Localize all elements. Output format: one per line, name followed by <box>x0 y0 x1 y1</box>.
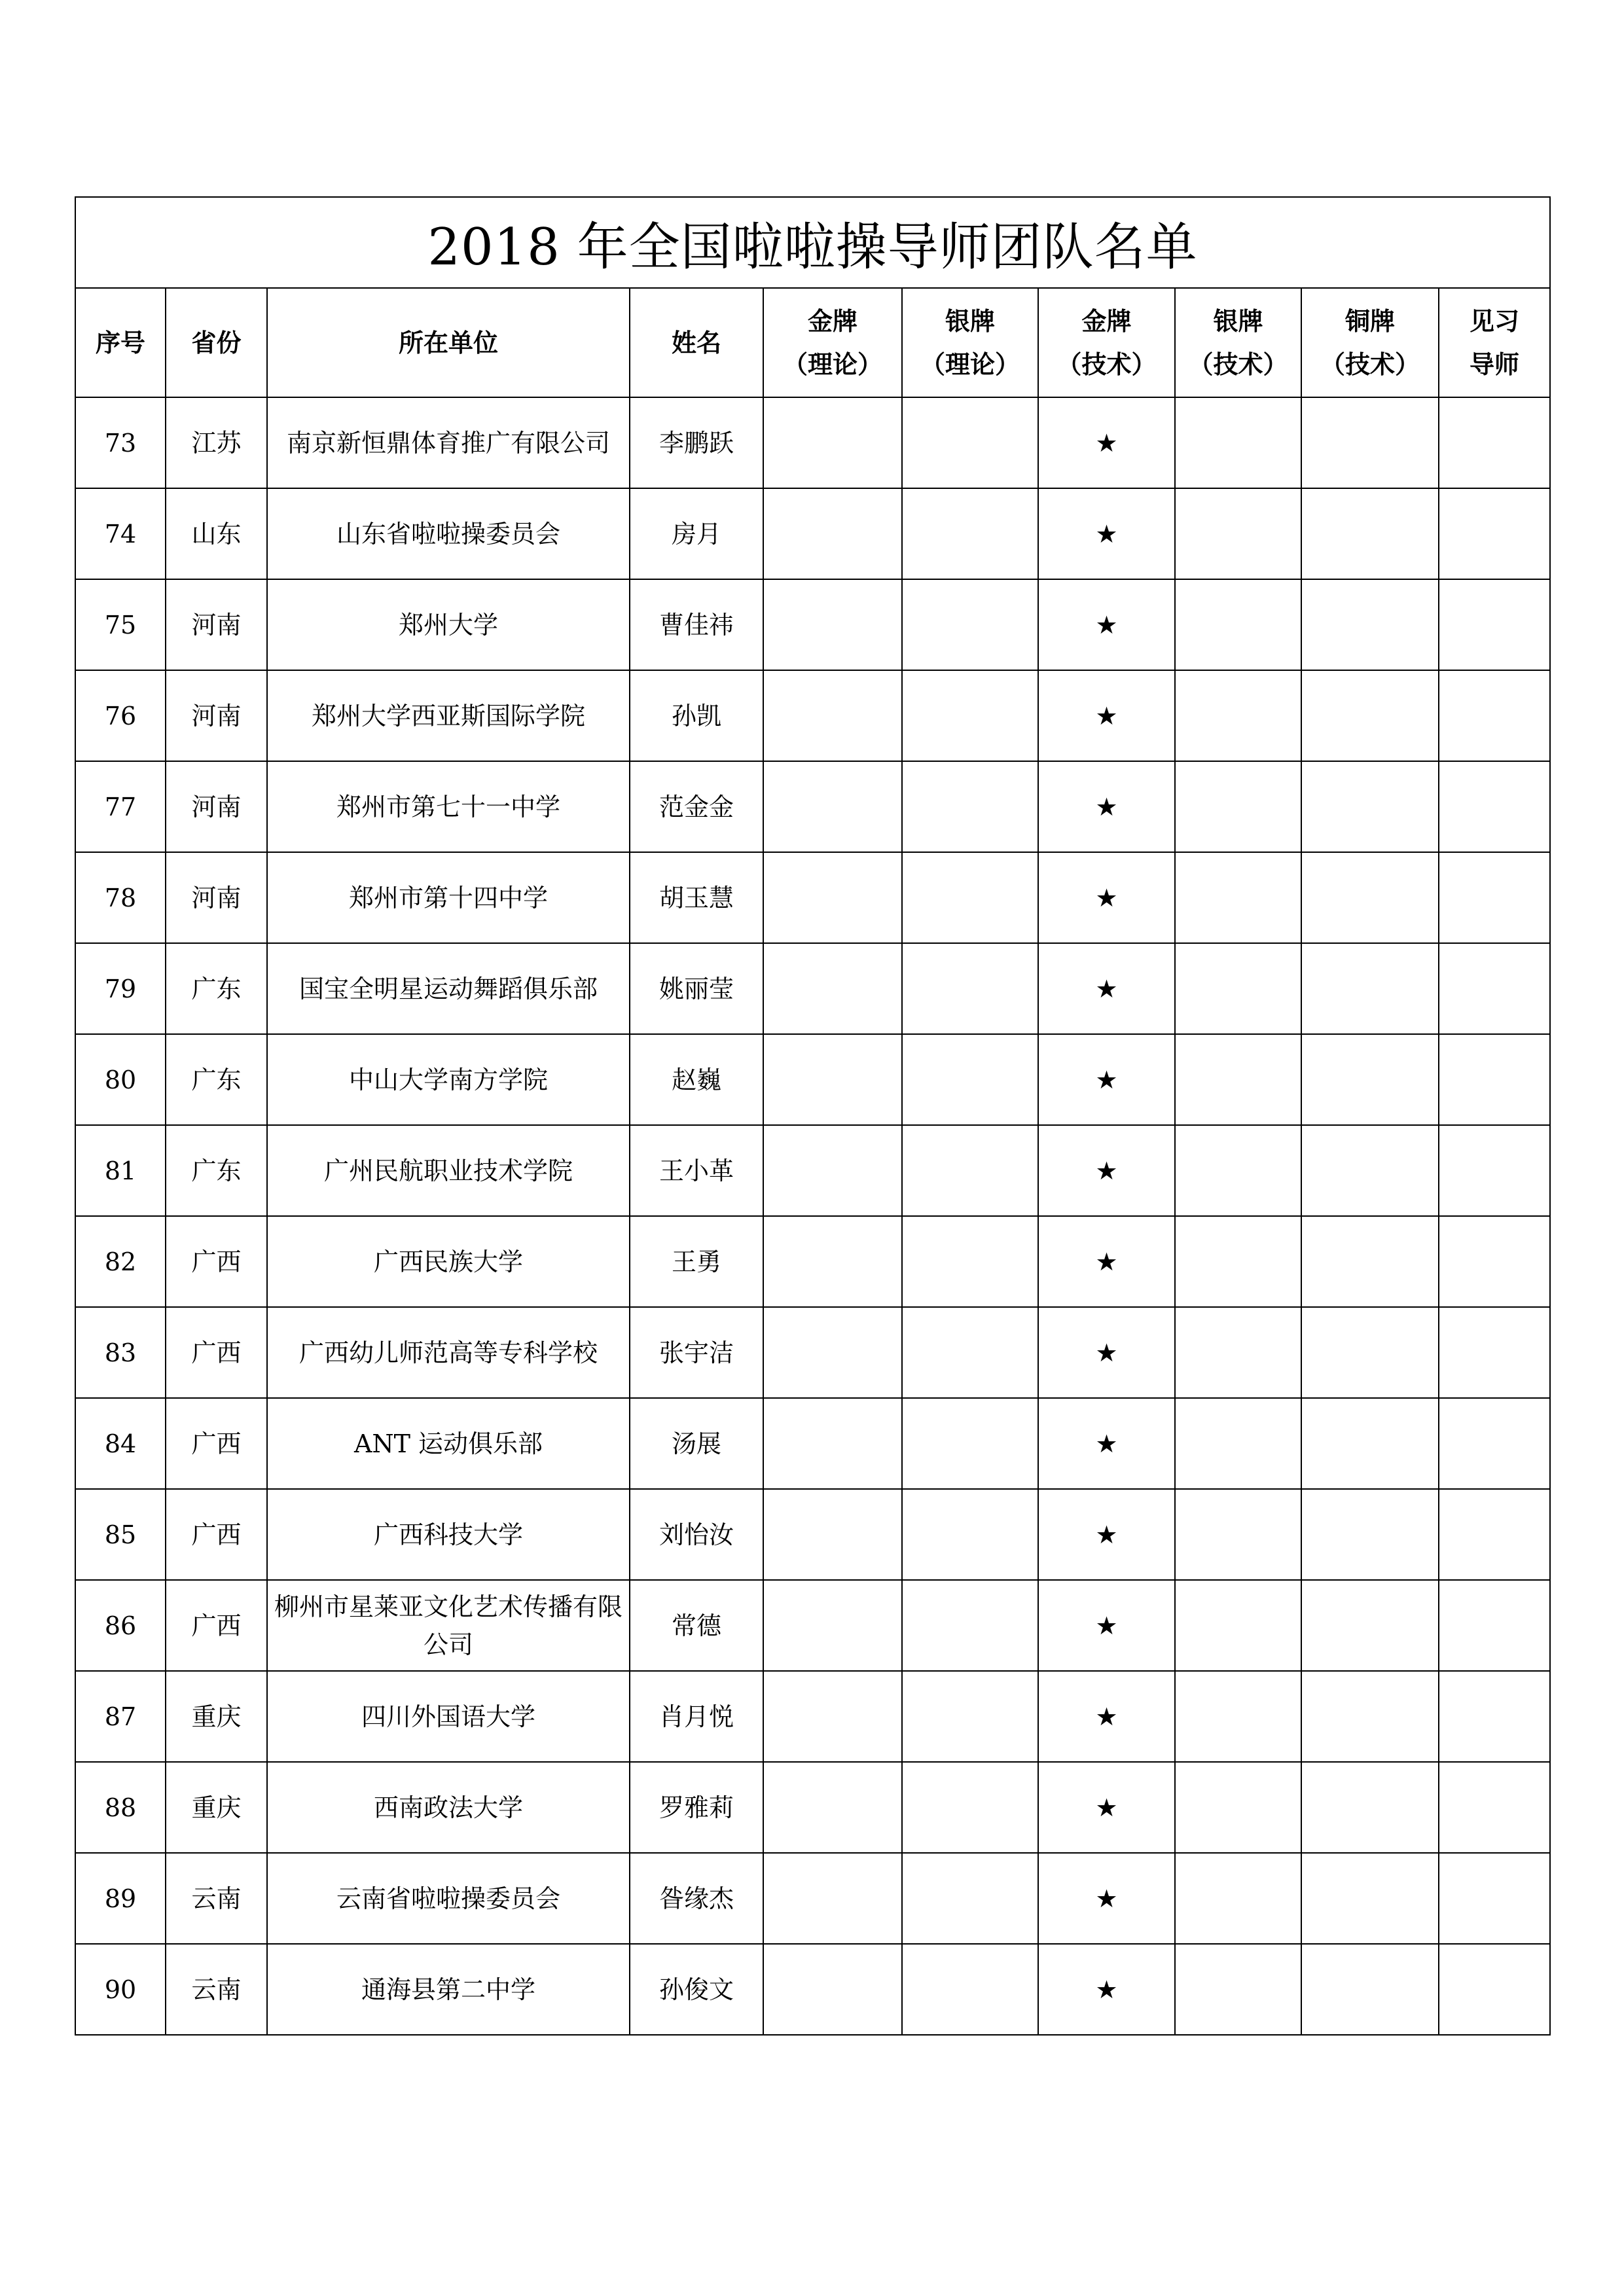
star-icon: ★ <box>1095 1611 1118 1640</box>
cell-silver-tech <box>1175 1125 1301 1216</box>
cell-unit: 广西民族大学 <box>267 1216 630 1307</box>
cell-no: 88 <box>75 1762 166 1853</box>
cell-unit: 郑州大学西亚斯国际学院 <box>267 670 630 761</box>
cell-gold-theory <box>763 1671 902 1762</box>
cell-name: 孙俊文 <box>630 1944 763 2035</box>
cell-unit: 广西幼儿师范高等专科学校 <box>267 1307 630 1398</box>
cell-no: 85 <box>75 1489 166 1580</box>
cell-no: 90 <box>75 1944 166 2035</box>
cell-trainee <box>1439 761 1550 852</box>
cell-name: 肖月悦 <box>630 1671 763 1762</box>
cell-gold-theory <box>763 1489 902 1580</box>
star-icon: ★ <box>1095 1520 1118 1549</box>
cell-gold-tech <box>1038 579 1175 670</box>
cell-bronze-tech <box>1301 1853 1439 1944</box>
cell-province: 河南 <box>166 579 267 670</box>
cell-no: 83 <box>75 1307 166 1398</box>
cell-province: 广西 <box>166 1216 267 1307</box>
cell-gold-tech <box>1038 397 1175 488</box>
cell-name: 曹佳祎 <box>630 579 763 670</box>
table-row <box>75 579 1550 670</box>
cell-gold-tech <box>1038 1034 1175 1125</box>
cell-bronze-tech <box>1301 579 1439 670</box>
cell-gold-tech <box>1038 761 1175 852</box>
cell-gold-theory <box>763 1580 902 1671</box>
cell-province: 云南 <box>166 1853 267 1944</box>
header-gold-tech <box>1038 288 1175 397</box>
header-name: 姓名 <box>630 288 763 397</box>
table-row <box>75 1580 1550 1671</box>
header-gold-theory-line2: （理论） <box>782 350 882 379</box>
cell-gold-theory <box>763 670 902 761</box>
header-silver-theory-line2: （理论） <box>920 350 1020 379</box>
cell-province: 河南 <box>166 761 267 852</box>
table-row <box>75 852 1550 943</box>
cell-unit: 郑州市第七十一中学 <box>267 761 630 852</box>
cell-trainee <box>1439 1034 1550 1125</box>
cell-name: 房月 <box>630 488 763 579</box>
mentor-list-table <box>75 196 1551 2036</box>
cell-province: 江苏 <box>166 397 267 488</box>
table-row <box>75 1034 1550 1125</box>
cell-trainee <box>1439 1944 1550 2035</box>
table-row <box>75 670 1550 761</box>
cell-province: 广西 <box>166 1307 267 1398</box>
cell-unit: 郑州大学 <box>267 579 630 670</box>
cell-no: 74 <box>75 488 166 579</box>
cell-no: 78 <box>75 852 166 943</box>
cell-silver-tech <box>1175 1671 1301 1762</box>
cell-gold-theory <box>763 579 902 670</box>
cell-name: 张宇洁 <box>630 1307 763 1398</box>
star-icon: ★ <box>1095 1156 1118 1185</box>
star-icon: ★ <box>1095 519 1118 548</box>
cell-no: 79 <box>75 943 166 1034</box>
table-row <box>75 1944 1550 2035</box>
cell-gold-theory <box>763 1125 902 1216</box>
header-silver-theory-line1: 银牌 <box>945 306 995 336</box>
cell-gold-tech <box>1038 1762 1175 1853</box>
table-body <box>75 397 1550 2035</box>
cell-gold-tech <box>1038 1671 1175 1762</box>
star-icon: ★ <box>1095 883 1118 912</box>
cell-no: 75 <box>75 579 166 670</box>
cell-gold-tech <box>1038 852 1175 943</box>
cell-silver-theory <box>902 1944 1038 2035</box>
cell-gold-theory <box>763 1944 902 2035</box>
cell-no: 84 <box>75 1398 166 1489</box>
cell-province: 广西 <box>166 1489 267 1580</box>
cell-name: 王小革 <box>630 1125 763 1216</box>
table-row <box>75 1853 1550 1944</box>
cell-gold-tech <box>1038 943 1175 1034</box>
cell-gold-tech <box>1038 488 1175 579</box>
cell-name: 王勇 <box>630 1216 763 1307</box>
cell-silver-theory <box>902 488 1038 579</box>
cell-province: 河南 <box>166 852 267 943</box>
cell-province: 重庆 <box>166 1762 267 1853</box>
cell-unit: 南京新恒鼎体育推广有限公司 <box>267 397 630 488</box>
cell-silver-theory <box>902 1580 1038 1671</box>
table-row <box>75 1762 1550 1853</box>
cell-name: 汤展 <box>630 1398 763 1489</box>
star-icon: ★ <box>1095 974 1118 1003</box>
cell-gold-theory <box>763 1853 902 1944</box>
cell-silver-theory <box>902 579 1038 670</box>
cell-silver-tech <box>1175 761 1301 852</box>
cell-trainee <box>1439 579 1550 670</box>
cell-province: 山东 <box>166 488 267 579</box>
cell-province: 重庆 <box>166 1671 267 1762</box>
cell-bronze-tech <box>1301 1307 1439 1398</box>
cell-trainee <box>1439 1762 1550 1853</box>
cell-no: 86 <box>75 1580 166 1671</box>
star-icon: ★ <box>1095 1338 1118 1367</box>
star-icon: ★ <box>1095 428 1118 457</box>
star-icon: ★ <box>1095 1793 1118 1822</box>
star-icon: ★ <box>1095 792 1118 821</box>
cell-unit: 西南政法大学 <box>267 1762 630 1853</box>
cell-silver-tech <box>1175 1034 1301 1125</box>
cell-trainee <box>1439 943 1550 1034</box>
cell-gold-theory <box>763 761 902 852</box>
header-silver-tech-line1: 银牌 <box>1213 306 1263 336</box>
cell-bronze-tech <box>1301 1580 1439 1671</box>
cell-bronze-tech <box>1301 761 1439 852</box>
cell-no: 87 <box>75 1671 166 1762</box>
table-row <box>75 1398 1550 1489</box>
cell-silver-theory <box>902 397 1038 488</box>
cell-unit: 中山大学南方学院 <box>267 1034 630 1125</box>
cell-no: 77 <box>75 761 166 852</box>
cell-silver-tech <box>1175 1580 1301 1671</box>
cell-gold-theory <box>763 1762 902 1853</box>
cell-gold-tech <box>1038 1853 1175 1944</box>
cell-silver-tech <box>1175 1307 1301 1398</box>
cell-gold-tech <box>1038 1944 1175 2035</box>
star-icon: ★ <box>1095 1429 1118 1458</box>
cell-unit: 广州民航职业技术学院 <box>267 1125 630 1216</box>
table-row <box>75 943 1550 1034</box>
header-gold-theory-line1: 金牌 <box>807 306 857 336</box>
cell-trainee <box>1439 1125 1550 1216</box>
header-province: 省份 <box>166 288 267 397</box>
cell-province: 广东 <box>166 943 267 1034</box>
cell-gold-theory <box>763 852 902 943</box>
cell-name: 姚丽莹 <box>630 943 763 1034</box>
table-row <box>75 1489 1550 1580</box>
cell-silver-theory <box>902 670 1038 761</box>
cell-unit: 柳州市星莱亚文化艺术传播有限公司 <box>267 1580 630 1671</box>
table-row <box>75 1307 1550 1398</box>
table-row <box>75 397 1550 488</box>
cell-name: 昝缘杰 <box>630 1853 763 1944</box>
cell-silver-tech <box>1175 1216 1301 1307</box>
cell-silver-tech <box>1175 852 1301 943</box>
header-bronze-tech-line2: （技术） <box>1320 350 1420 379</box>
cell-silver-tech <box>1175 397 1301 488</box>
cell-silver-theory <box>902 1398 1038 1489</box>
cell-unit: 云南省啦啦操委员会 <box>267 1853 630 1944</box>
cell-trainee <box>1439 1216 1550 1307</box>
cell-silver-tech <box>1175 1944 1301 2035</box>
header-silver-tech-line2: （技术） <box>1188 350 1288 379</box>
cell-unit: 郑州市第十四中学 <box>267 852 630 943</box>
star-icon: ★ <box>1095 1065 1118 1094</box>
cell-unit: 山东省啦啦操委员会 <box>267 488 630 579</box>
cell-silver-theory <box>902 1125 1038 1216</box>
cell-province: 广东 <box>166 1125 267 1216</box>
cell-trainee <box>1439 1398 1550 1489</box>
cell-gold-theory <box>763 1307 902 1398</box>
header-silver-theory <box>902 288 1038 397</box>
star-icon: ★ <box>1095 701 1118 730</box>
cell-province: 广西 <box>166 1580 267 1671</box>
cell-trainee <box>1439 1307 1550 1398</box>
star-icon: ★ <box>1095 1702 1118 1731</box>
cell-province: 云南 <box>166 1944 267 2035</box>
cell-silver-tech <box>1175 670 1301 761</box>
header-silver-tech <box>1175 288 1301 397</box>
table-row <box>75 1125 1550 1216</box>
table-row <box>75 1216 1550 1307</box>
star-icon: ★ <box>1095 1884 1118 1913</box>
cell-province: 河南 <box>166 670 267 761</box>
cell-no: 81 <box>75 1125 166 1216</box>
cell-unit: 广西科技大学 <box>267 1489 630 1580</box>
cell-bronze-tech <box>1301 488 1439 579</box>
cell-silver-tech <box>1175 579 1301 670</box>
cell-bronze-tech <box>1301 1125 1439 1216</box>
cell-silver-theory <box>902 852 1038 943</box>
cell-trainee <box>1439 1580 1550 1671</box>
cell-gold-tech <box>1038 1580 1175 1671</box>
header-gold-tech-line2: （技术） <box>1056 350 1157 379</box>
cell-bronze-tech <box>1301 1034 1439 1125</box>
cell-no: 73 <box>75 397 166 488</box>
header-bronze-tech <box>1301 288 1439 397</box>
table-row <box>75 761 1550 852</box>
cell-silver-theory <box>902 761 1038 852</box>
table-row <box>75 488 1550 579</box>
cell-silver-tech <box>1175 1853 1301 1944</box>
cell-no: 89 <box>75 1853 166 1944</box>
cell-bronze-tech <box>1301 943 1439 1034</box>
header-row <box>75 288 1550 397</box>
cell-province: 广东 <box>166 1034 267 1125</box>
cell-name: 赵巍 <box>630 1034 763 1125</box>
cell-name: 孙凯 <box>630 670 763 761</box>
cell-bronze-tech <box>1301 1671 1439 1762</box>
header-unit: 所在单位 <box>267 288 630 397</box>
cell-gold-tech <box>1038 1398 1175 1489</box>
cell-silver-theory <box>902 1853 1038 1944</box>
cell-silver-theory <box>902 943 1038 1034</box>
cell-name: 刘怡汝 <box>630 1489 763 1580</box>
cell-trainee <box>1439 1671 1550 1762</box>
cell-gold-tech <box>1038 670 1175 761</box>
cell-silver-tech <box>1175 943 1301 1034</box>
cell-unit: ANT 运动俱乐部 <box>267 1398 630 1489</box>
cell-bronze-tech <box>1301 1398 1439 1489</box>
header-gold-tech-line1: 金牌 <box>1081 306 1132 336</box>
cell-gold-theory <box>763 1034 902 1125</box>
cell-silver-theory <box>902 1307 1038 1398</box>
table-row <box>75 1671 1550 1762</box>
cell-trainee <box>1439 397 1550 488</box>
cell-silver-theory <box>902 1489 1038 1580</box>
cell-no: 82 <box>75 1216 166 1307</box>
cell-unit: 国宝全明星运动舞蹈俱乐部 <box>267 943 630 1034</box>
cell-gold-theory <box>763 397 902 488</box>
cell-trainee <box>1439 852 1550 943</box>
cell-gold-tech <box>1038 1489 1175 1580</box>
cell-gold-theory <box>763 488 902 579</box>
star-icon: ★ <box>1095 1975 1118 2004</box>
cell-bronze-tech <box>1301 670 1439 761</box>
cell-bronze-tech <box>1301 1762 1439 1853</box>
cell-silver-tech <box>1175 1762 1301 1853</box>
cell-silver-theory <box>902 1034 1038 1125</box>
cell-bronze-tech <box>1301 852 1439 943</box>
cell-gold-theory <box>763 1398 902 1489</box>
cell-trainee <box>1439 670 1550 761</box>
header-trainee <box>1439 288 1550 397</box>
cell-bronze-tech <box>1301 1944 1439 2035</box>
header-bronze-tech-line1: 铜牌 <box>1344 306 1395 336</box>
cell-trainee <box>1439 1853 1550 1944</box>
cell-trainee <box>1439 1489 1550 1580</box>
cell-gold-tech <box>1038 1216 1175 1307</box>
cell-silver-tech <box>1175 1489 1301 1580</box>
header-trainee-line1: 见习 <box>1470 306 1520 336</box>
cell-name: 常德 <box>630 1580 763 1671</box>
cell-silver-tech <box>1175 1398 1301 1489</box>
cell-unit: 四川外国语大学 <box>267 1671 630 1762</box>
header-gold-theory <box>763 288 902 397</box>
cell-name: 范金金 <box>630 761 763 852</box>
cell-name: 罗雅莉 <box>630 1762 763 1853</box>
cell-province: 广西 <box>166 1398 267 1489</box>
header-no: 序号 <box>75 288 166 397</box>
cell-silver-theory <box>902 1671 1038 1762</box>
cell-gold-tech <box>1038 1307 1175 1398</box>
cell-silver-theory <box>902 1216 1038 1307</box>
cell-no: 80 <box>75 1034 166 1125</box>
cell-bronze-tech <box>1301 1216 1439 1307</box>
cell-unit: 通海县第二中学 <box>267 1944 630 2035</box>
star-icon: ★ <box>1095 1247 1118 1276</box>
cell-trainee <box>1439 488 1550 579</box>
cell-bronze-tech <box>1301 397 1439 488</box>
star-icon: ★ <box>1095 610 1118 639</box>
cell-name: 胡玉慧 <box>630 852 763 943</box>
cell-gold-theory <box>763 1216 902 1307</box>
page-title: 2018 年全国啦啦操导师团队名单 <box>75 197 1550 288</box>
cell-name: 李鹏跃 <box>630 397 763 488</box>
cell-gold-theory <box>763 943 902 1034</box>
cell-silver-theory <box>902 1762 1038 1853</box>
cell-gold-tech <box>1038 1125 1175 1216</box>
cell-no: 76 <box>75 670 166 761</box>
header-trainee-line2: 导师 <box>1470 350 1520 379</box>
cell-bronze-tech <box>1301 1489 1439 1580</box>
cell-silver-tech <box>1175 488 1301 579</box>
